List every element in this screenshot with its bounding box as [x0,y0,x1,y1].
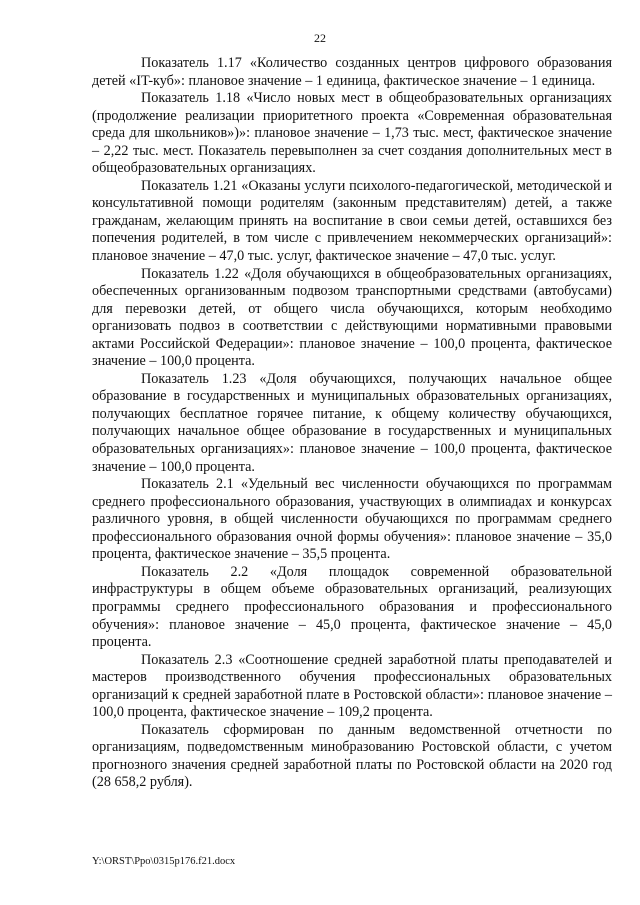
paragraph-indicator-1-18: Показатель 1.18 «Число новых мест в общеобразовательных организациях (продолжение реализации приоритетного проекта «Современная образовательная среда для школьников»)»: плановое значение – 1,73 тыс. мест, фактическое значение – 2,22 тыс. мест. Показатель перевыполнен за счет создания дополнительных мест в общеобразовательных организациях. [92,90,612,177]
paragraph-indicator-2-3: Показатель 2.3 «Соотношение средней заработной платы преподавателей и мастеров производственного обучения профессиональных образовательных организаций к средней заработной плате в Ростовской области»: плановое значение – 100,0 процента, фактическое значение – 109,2 процента. [92,651,612,721]
document-body [92,55,612,792]
paragraph-indicator-1-23: Показатель 1.23 «Доля обучающихся, получающих начальное общее образование в государственных и муниципальных образовательных организациях, получающих бесплатное горячее питание, к общему количеству обучающихся, получающих начальное общее образование в государственных и муниципальных образовательных организациях»: плановое значение – 100,0 процента, фактическое значение – 100,0 процента. [92,370,612,475]
paragraph-indicator-1-17: Показатель 1.17 «Количество созданных центров цифрового образования детей «IT-куб»: плановое значение – 1 единица, фактическое значение – 1 единица. [92,55,612,89]
paragraph-indicator-1-22: Показатель 1.22 «Доля обучающихся в общеобразовательных организациях, обеспеченных организованным подвозом транспортными средствами (автобусами) для перевозки детей, от общего числа обучающихся, которым необходимо организовать подвоз в соответствии с действующими нормативными правовыми актами Российской Федерации»: плановое значение – 100,0 процента, фактическое значение – 100,0 процента. [92,265,612,370]
footer-file-path: Y:\ORST\Ppo\0315p176.f21.docx [92,856,236,867]
paragraph-indicator-2-2: Показатель 2.2 «Доля площадок современной образовательной инфраструктуры в общем объеме образовательных организаций, реализующих программы среднего профессионального образования и профессионального обучения»: плановое значение – 45,0 процента, фактическое значение – 45,0 процента. [92,563,612,651]
paragraph-data-source-note: Показатель сформирован по данным ведомственной отчетности по организациям, подведомственным минобразованию Ростовской области, с учетом прогнозного значения средней заработной платы по Ростовской области на 2020 год (28 658,2 рубля). [92,721,612,791]
paragraph-indicator-1-21: Показатель 1.21 «Оказаны услуги психолого-педагогической, методической и консультативной помощи родителям (законным представителям) детей, а также гражданам, желающим принять на воспитание в свои семьи детей, оставшихся без попечения родителей, в том числе с привлечением некоммерческих организаций»: плановое значение – 47,0 тыс. услуг, фактическое значение – 47,0 тыс. услуг. [92,177,612,265]
paragraph-indicator-2-1: Показатель 2.1 «Удельный вес численности обучающихся по программам среднего профессионального образования, участвующих в олимпиадах и конкурсах различного уровня, в общей численности обучающихся по программам среднего профессионального образования очной формы обучения»: плановое значение – 35,0 процента, фактическое значение – 35,5 процента. [92,476,612,563]
page-number: 22 [314,31,326,45]
